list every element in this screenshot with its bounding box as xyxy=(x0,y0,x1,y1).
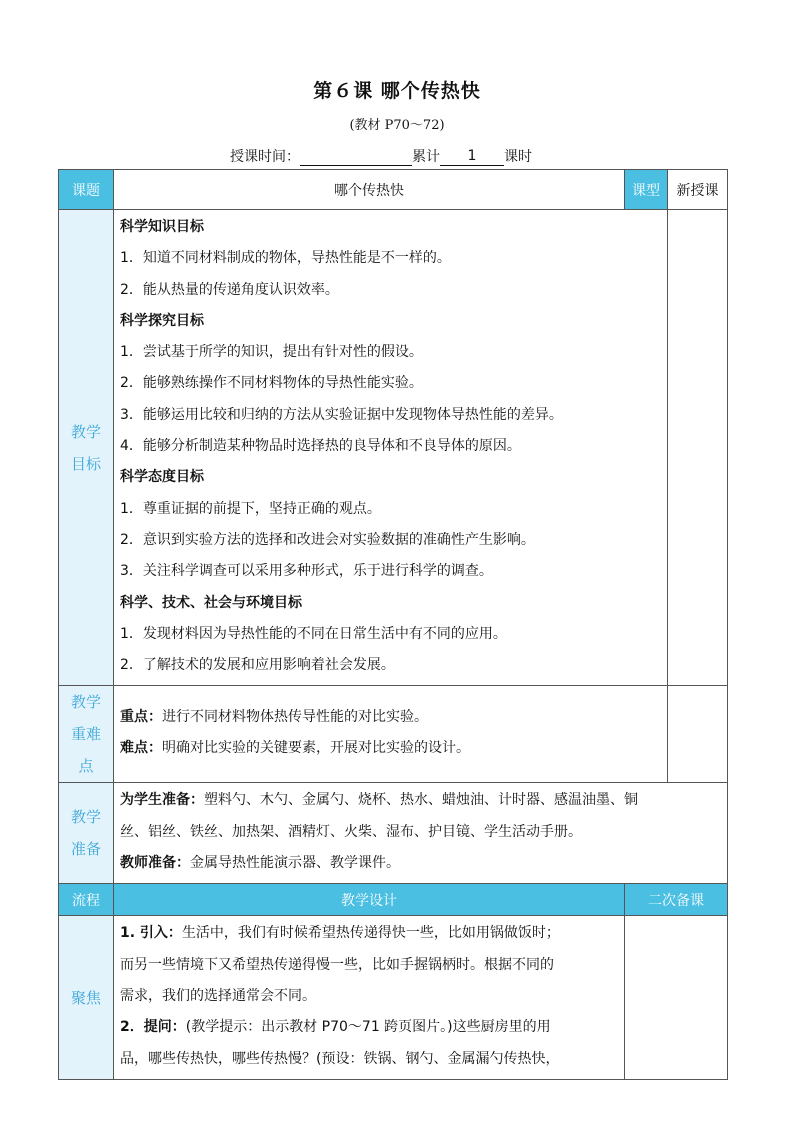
focus-line-5: 品，哪些传热快，哪些传热慢？(预设：铁锅、钢勺、金属漏勺传热快， xyxy=(120,1050,560,1067)
flow-secondary-header: 二次备课 xyxy=(625,884,728,916)
focus-label: 聚焦 xyxy=(59,916,114,1079)
textbook-reference: (教材 P70～72) xyxy=(349,118,445,133)
preparation-label xyxy=(59,783,114,884)
difficult-point-label: 难点： xyxy=(120,740,162,757)
type-value: 新授课 xyxy=(668,170,728,210)
knowledge-item: 2．能从热量的传递角度认识效率。 xyxy=(120,281,339,298)
time-blank[interactable] xyxy=(300,148,412,166)
time-label: 授课时间： xyxy=(230,149,300,165)
preparation-content xyxy=(114,783,728,884)
keypoints-label-line1: 教学 xyxy=(70,693,101,712)
student-prep-text-2: 丝、铝丝、铁丝、加热架、酒精灯、火柴、湿布、护目镜、学生活动手册。 xyxy=(120,823,582,840)
focus-secondary-cell xyxy=(625,916,728,1079)
focus-line-1: 生活中，我们有时候希望热传递得快一些，比如用锅做饭时； xyxy=(181,925,560,942)
page-title: 第６课 哪个传热快 xyxy=(313,80,481,102)
cumulative-label: 累计 xyxy=(412,149,440,165)
focus-ask-label: 2．提问： xyxy=(120,1019,186,1036)
topic-row xyxy=(59,170,728,210)
teacher-prep-line xyxy=(120,848,721,879)
inquiry-item: 3．能够运用比较和归纳的方法从实验证据中发现物体导热性能的差异。 xyxy=(120,406,563,423)
lesson-plan-table xyxy=(58,169,728,1080)
topic-value: 哪个传热快 xyxy=(114,170,625,210)
focus-intro xyxy=(120,918,618,949)
inquiry-item: 4．能够分析制造某种物品时选择热的良导体和不良导体的原因。 xyxy=(120,438,521,455)
difficult-point xyxy=(120,733,661,764)
focus-line-2: 而另一些情境下又希望热传递得慢一些，比如手握锅柄时。根据不同的 xyxy=(120,956,554,973)
keypoints-empty-cell xyxy=(668,686,728,783)
student-prep-line xyxy=(120,785,721,816)
keypoints-row xyxy=(59,686,728,783)
sts-goal-title: 科学、技术、社会与环境目标 xyxy=(120,594,302,611)
goals-label-line2: 目标 xyxy=(70,454,101,473)
lesson-time-line xyxy=(230,146,532,166)
student-prep-text-1: 塑料勺、木勺、金属勺、烧杯、热水、蜡烛油、计时器、感温油墨、铜 xyxy=(204,792,638,809)
focus-line-3: 需求，我们的选择通常会不同。 xyxy=(120,987,316,1004)
teacher-prep-label: 教师准备： xyxy=(120,855,190,872)
inquiry-goal-title: 科学探究目标 xyxy=(120,312,204,329)
goals-label xyxy=(59,210,114,686)
preparation-row xyxy=(59,783,728,884)
preparation-label-line1: 教学 xyxy=(70,808,101,827)
inquiry-item: 2．能够熟练操作不同材料物体的导热性能实验。 xyxy=(120,375,423,392)
knowledge-goal-title: 科学知识目标 xyxy=(120,219,204,235)
student-prep-label: 为学生准备： xyxy=(120,792,204,809)
key-point xyxy=(120,702,661,733)
focus-content xyxy=(114,916,625,1079)
focus-intro-label: 1. 引入： xyxy=(120,925,182,942)
flow-process-header: 流程 xyxy=(59,884,114,916)
flow-design-header: 教学设计 xyxy=(114,884,625,916)
attitude-item: 3．关注科学调查可以采用多种形式，乐于进行科学的调查。 xyxy=(120,563,493,580)
attitude-item: 2．意识到实验方法的选择和改进会对实验数据的准确性产生影响。 xyxy=(120,531,535,548)
goals-content xyxy=(114,210,668,686)
goals-label-line1: 教学 xyxy=(70,422,101,441)
keypoints-label-line2: 重难 xyxy=(70,725,101,744)
preparation-label-line2: 准备 xyxy=(70,840,101,859)
cumulative-value[interactable]: 1 xyxy=(440,148,504,166)
difficult-point-text: 明确对比实验的关键要素，开展对比实验的设计。 xyxy=(162,740,470,757)
goals-empty-cell xyxy=(668,210,728,686)
key-point-label: 重点： xyxy=(120,709,162,726)
keypoints-label-line3: 点 xyxy=(78,757,94,776)
period-label: 课时 xyxy=(504,149,532,165)
attitude-goal-title: 科学态度目标 xyxy=(120,469,204,486)
keypoints-content xyxy=(114,686,668,783)
attitude-item: 1．尊重证据的前提下，坚持正确的观点。 xyxy=(120,500,381,517)
type-label: 课型 xyxy=(625,170,668,210)
keypoints-label xyxy=(59,686,114,783)
knowledge-item: 1．知道不同材料制成的物体，导热性能是不一样的。 xyxy=(120,250,451,267)
topic-label: 课题 xyxy=(59,170,114,210)
focus-ask xyxy=(120,1012,618,1043)
sts-item: 1．发现材料因为导热性能的不同在日常生活中有不同的应用。 xyxy=(120,625,507,642)
focus-row xyxy=(59,916,728,1079)
key-point-text: 进行不同材料物体热传导性能的对比实验。 xyxy=(162,709,428,726)
focus-line-4: (教学提示：出示教材 P70～71 跨页图片。)这些厨房里的用 xyxy=(185,1019,551,1036)
inquiry-item: 1．尝试基于所学的知识，提出有针对性的假设。 xyxy=(120,344,423,361)
teacher-prep-text: 金属导热性能演示器、教学课件。 xyxy=(190,855,400,872)
goals-row xyxy=(59,210,728,686)
flow-header-row xyxy=(59,884,728,916)
sts-item: 2．了解技术的发展和应用影响着社会发展。 xyxy=(120,657,395,674)
